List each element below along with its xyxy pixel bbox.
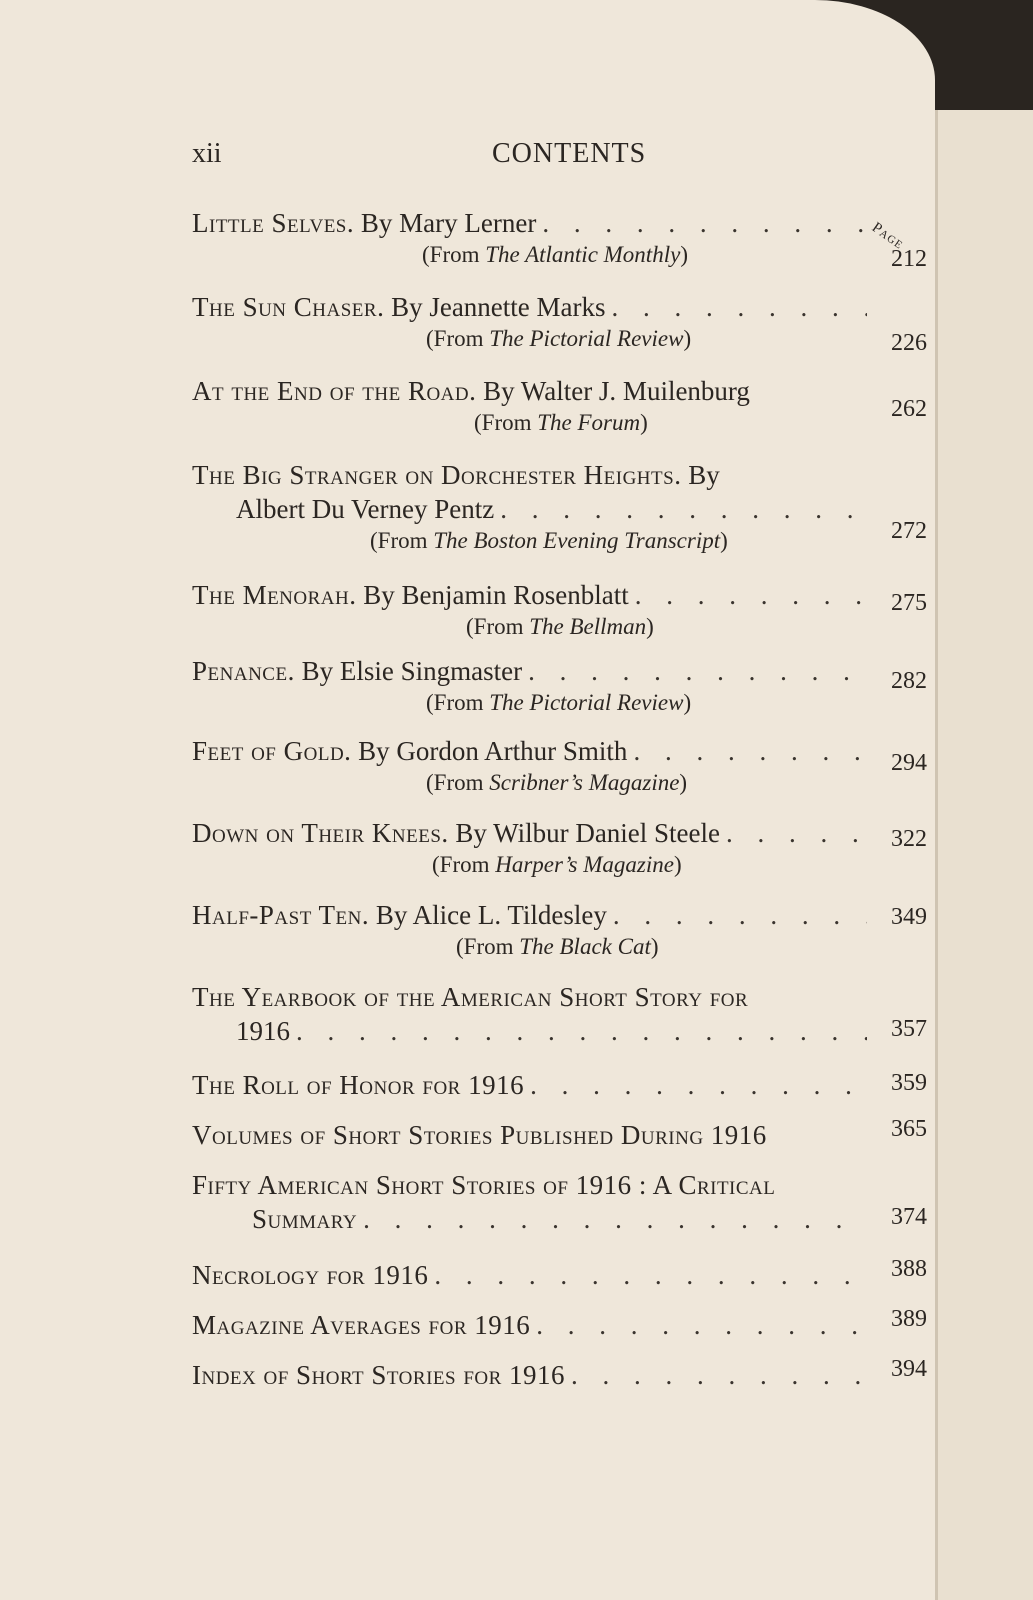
page-number: 294: [891, 750, 927, 776]
page-number: 282: [891, 668, 927, 694]
section-title-continued: Summary: [252, 1204, 358, 1234]
page-number: 359: [891, 1070, 927, 1096]
page-number: 322: [891, 826, 927, 852]
toc-section: [192, 1170, 927, 1238]
magazine-name: The Black Cat: [519, 934, 651, 959]
story-title: Feet of Gold.: [192, 736, 352, 766]
dot-leader: [542, 208, 867, 239]
magazine-name: The Pictorial Review: [489, 326, 684, 351]
dot-leader: [635, 580, 867, 611]
story-author: By Elsie Singmaster: [301, 656, 523, 686]
toc-section: [192, 1306, 927, 1344]
story-title: Little Selves.: [192, 208, 355, 238]
dot-leader: [528, 656, 867, 687]
toc-entry: [192, 208, 927, 276]
story-source: (From The Pictorial Review) 282: [426, 668, 927, 715]
story-source: (From The Bellman) 275: [466, 590, 927, 639]
dot-leader: [726, 818, 867, 849]
story-author: By Gordon Arthur Smith: [358, 736, 628, 766]
page-number: 389: [891, 1306, 927, 1332]
section-title: Volumes of Short Stories Published During 1916: [192, 1120, 767, 1150]
page-number: 388: [891, 1256, 927, 1282]
page-number: 349: [891, 904, 927, 930]
story-author: By Jeannette Marks: [391, 292, 606, 322]
magazine-name: The Pictorial Review: [489, 690, 684, 715]
magazine-name: Harper’s Magazine: [495, 852, 674, 877]
dot-leader: [536, 1310, 867, 1341]
dot-leader: [296, 1016, 867, 1047]
toc-entry: [192, 376, 927, 444]
page-number: 262: [891, 396, 927, 422]
folio: xii: [192, 138, 222, 169]
running-title: CONTENTS: [492, 138, 647, 169]
toc-entry: [192, 900, 927, 968]
story-title: Down on Their Knees.: [192, 818, 449, 848]
magazine-name: The Atlantic Monthly: [485, 242, 681, 267]
story-author: By Mary Lerner: [360, 208, 537, 238]
dot-leader: [571, 1360, 867, 1391]
toc-section: [192, 1356, 927, 1394]
story-author: By: [688, 460, 720, 490]
section-title: The Roll of Honor for 1916: [192, 1070, 525, 1100]
page-number: 226: [891, 330, 927, 356]
section-title: Necrology for 1916: [192, 1260, 429, 1290]
dot-leader: [530, 1070, 867, 1101]
page-number: 212: [891, 246, 927, 272]
page-number: 357: [891, 1016, 927, 1042]
dot-leader: [612, 292, 867, 323]
story-title: Penance.: [192, 656, 295, 686]
story-title: At the End of the Road.: [192, 376, 477, 406]
section-title-continued: 1916: [236, 1016, 290, 1046]
toc-entry: [192, 818, 927, 886]
toc-section: [192, 982, 927, 1050]
page-number: 365: [891, 1116, 927, 1142]
section-title: Index of Short Stories for 1916: [192, 1360, 566, 1390]
magazine-name: The Bellman: [529, 614, 647, 639]
dot-leader: [633, 736, 867, 767]
page-number: 272: [891, 518, 927, 544]
story-source: (From The Pictorial Review) 226: [426, 326, 927, 356]
magazine-name: The Forum: [537, 410, 641, 435]
page-number: 374: [891, 1204, 927, 1230]
page-column-label: Page: [868, 219, 907, 253]
toc-section: [192, 1256, 927, 1294]
story-title: The Sun Chaser.: [192, 292, 385, 322]
story-title: Half-Past Ten.: [192, 900, 370, 930]
toc-entry: [192, 580, 927, 648]
story-title: The Big Stranger on Dorchester Heights.: [192, 460, 682, 490]
toc-entry: [192, 292, 927, 360]
story-source: (From The Forum) 262: [474, 396, 927, 435]
story-source: (From The Boston Evening Transcript) 272: [370, 518, 927, 553]
story-source: (From The Black Cat) 349: [456, 904, 927, 959]
story-author: By Alice L. Tildesley: [375, 900, 607, 930]
toc-section: [192, 1070, 927, 1104]
toc-entry: [192, 736, 927, 804]
section-title: Magazine Averages for 1916: [192, 1310, 531, 1340]
story-author-continued: Albert Du Verney Pentz: [236, 494, 495, 524]
story-source: (From Scribner’s Magazine) 294: [426, 750, 927, 795]
story-title: The Menorah.: [192, 580, 357, 610]
page-number: 394: [891, 1356, 927, 1382]
page-header: [192, 138, 922, 178]
section-title: The Yearbook of the American Short Story for: [192, 982, 749, 1012]
page-number: 275: [891, 590, 927, 616]
facing-page-edge: [935, 110, 1033, 1600]
dot-leader: [363, 1204, 867, 1235]
story-author: By Wilbur Daniel Steele: [455, 818, 721, 848]
section-title: Fifty American Short Stories of 1916 : A Critical: [192, 1170, 776, 1200]
toc-section: [192, 1116, 927, 1154]
story-author: By Walter J. Muilenburg: [483, 376, 750, 406]
toc-entry: [192, 460, 927, 562]
magazine-name: Scribner’s Magazine: [489, 770, 680, 795]
toc-entry: [192, 656, 927, 724]
story-source: (From The Atlantic Monthly) 212: [422, 242, 927, 272]
magazine-name: The Boston Evening Transcript: [433, 528, 721, 553]
story-source: (From Harper’s Magazine) 322: [432, 826, 927, 877]
dot-leader: [500, 494, 867, 525]
dot-leader: [434, 1260, 867, 1291]
dot-leader: [613, 900, 867, 931]
story-author: By Benjamin Rosenblatt: [363, 580, 629, 610]
